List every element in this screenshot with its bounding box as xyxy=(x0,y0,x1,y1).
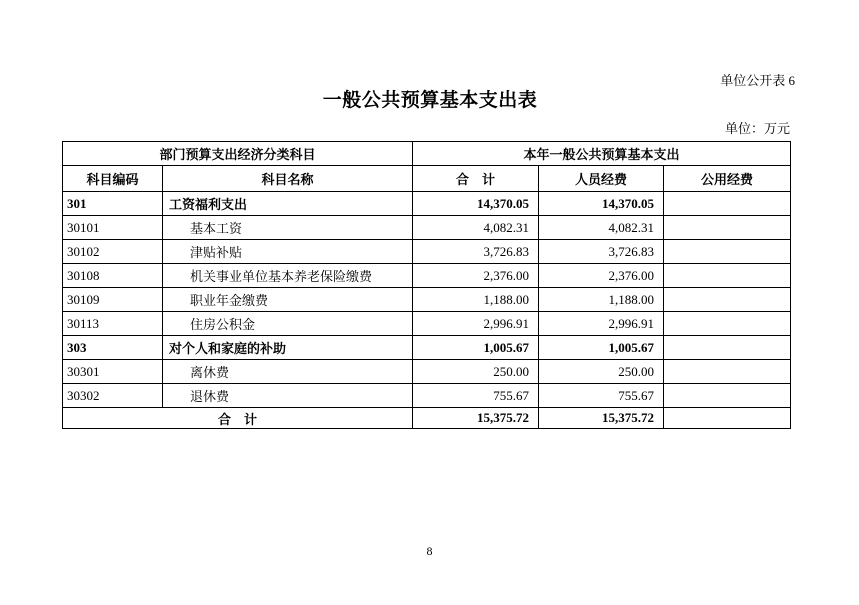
personnel-value-cell: 1,005.67 xyxy=(539,336,664,360)
subject-name-cell: 机关事业单位基本养老保险缴费 xyxy=(163,264,413,288)
table-row xyxy=(63,288,791,312)
table-row xyxy=(63,312,791,336)
total-value-cell: 14,370.05 xyxy=(413,192,539,216)
table-row xyxy=(63,336,791,360)
public-value-cell xyxy=(664,312,791,336)
table-row xyxy=(63,264,791,288)
subject-code-cell: 301 xyxy=(63,192,163,216)
total-value-cell: 3,726.83 xyxy=(413,240,539,264)
public-value-cell xyxy=(664,384,791,408)
table-row xyxy=(63,240,791,264)
subject-name-cell: 离休费 xyxy=(163,360,413,384)
subject-code-cell: 30113 xyxy=(63,312,163,336)
personnel-value-cell: 15,375.72 xyxy=(539,408,664,429)
header-total: 合 计 xyxy=(413,166,539,192)
table-row xyxy=(63,360,791,384)
subject-name-cell: 津贴补贴 xyxy=(163,240,413,264)
personnel-value-cell: 4,082.31 xyxy=(539,216,664,240)
subject-code-cell: 30108 xyxy=(63,264,163,288)
personnel-value-cell: 2,376.00 xyxy=(539,264,664,288)
subject-code-cell: 30302 xyxy=(63,384,163,408)
table-row xyxy=(63,192,791,216)
header-classification-group: 部门预算支出经济分类科目 xyxy=(63,142,413,166)
total-value-cell: 15,375.72 xyxy=(413,408,539,429)
personnel-value-cell: 250.00 xyxy=(539,360,664,384)
public-value-cell xyxy=(664,192,791,216)
subject-code-cell: 30301 xyxy=(63,360,163,384)
total-label-cell: 合 计 xyxy=(63,408,413,429)
total-value-cell: 1,005.67 xyxy=(413,336,539,360)
header-expenditure-group: 本年一般公共预算基本支出 xyxy=(413,142,791,166)
total-value-cell: 250.00 xyxy=(413,360,539,384)
table-header-columns-row xyxy=(63,166,791,192)
header-subject-code: 科目编码 xyxy=(63,166,163,192)
public-value-cell xyxy=(664,240,791,264)
page-title: 一般公共预算基本支出表 xyxy=(322,90,538,111)
table-header-group-row xyxy=(63,142,791,166)
subject-name-cell: 退休费 xyxy=(163,384,413,408)
doc-ref-note: 单位公开表 6 xyxy=(720,73,795,88)
personnel-value-cell: 3,726.83 xyxy=(539,240,664,264)
public-value-cell xyxy=(664,408,791,429)
public-value-cell xyxy=(664,288,791,312)
personnel-value-cell: 755.67 xyxy=(539,384,664,408)
subject-name-cell: 基本工资 xyxy=(163,216,413,240)
table-total-row xyxy=(63,408,791,429)
subject-code-cell: 30109 xyxy=(63,288,163,312)
public-value-cell xyxy=(664,216,791,240)
public-value-cell xyxy=(664,336,791,360)
total-value-cell: 2,996.91 xyxy=(413,312,539,336)
subject-name-cell: 工资福利支出 xyxy=(163,192,413,216)
subject-code-cell: 303 xyxy=(63,336,163,360)
page-number: 8 xyxy=(426,544,433,558)
header-public-funds: 公用经费 xyxy=(664,166,791,192)
personnel-value-cell: 2,996.91 xyxy=(539,312,664,336)
personnel-value-cell: 14,370.05 xyxy=(539,192,664,216)
subject-code-cell: 30102 xyxy=(63,240,163,264)
public-value-cell xyxy=(664,360,791,384)
personnel-value-cell: 1,188.00 xyxy=(539,288,664,312)
total-value-cell: 4,082.31 xyxy=(413,216,539,240)
header-subject-name: 科目名称 xyxy=(163,166,413,192)
total-value-cell: 1,188.00 xyxy=(413,288,539,312)
subject-name-cell: 对个人和家庭的补助 xyxy=(163,336,413,360)
total-value-cell: 755.67 xyxy=(413,384,539,408)
subject-name-cell: 住房公积金 xyxy=(163,312,413,336)
unit-note: 单位：万元 xyxy=(724,121,790,136)
public-value-cell xyxy=(664,264,791,288)
table-row xyxy=(63,384,791,408)
subject-code-cell: 30101 xyxy=(63,216,163,240)
budget-table xyxy=(62,141,791,429)
table-row xyxy=(63,216,791,240)
header-personnel-funds: 人员经费 xyxy=(539,166,664,192)
total-value-cell: 2,376.00 xyxy=(413,264,539,288)
subject-name-cell: 职业年金缴费 xyxy=(163,288,413,312)
